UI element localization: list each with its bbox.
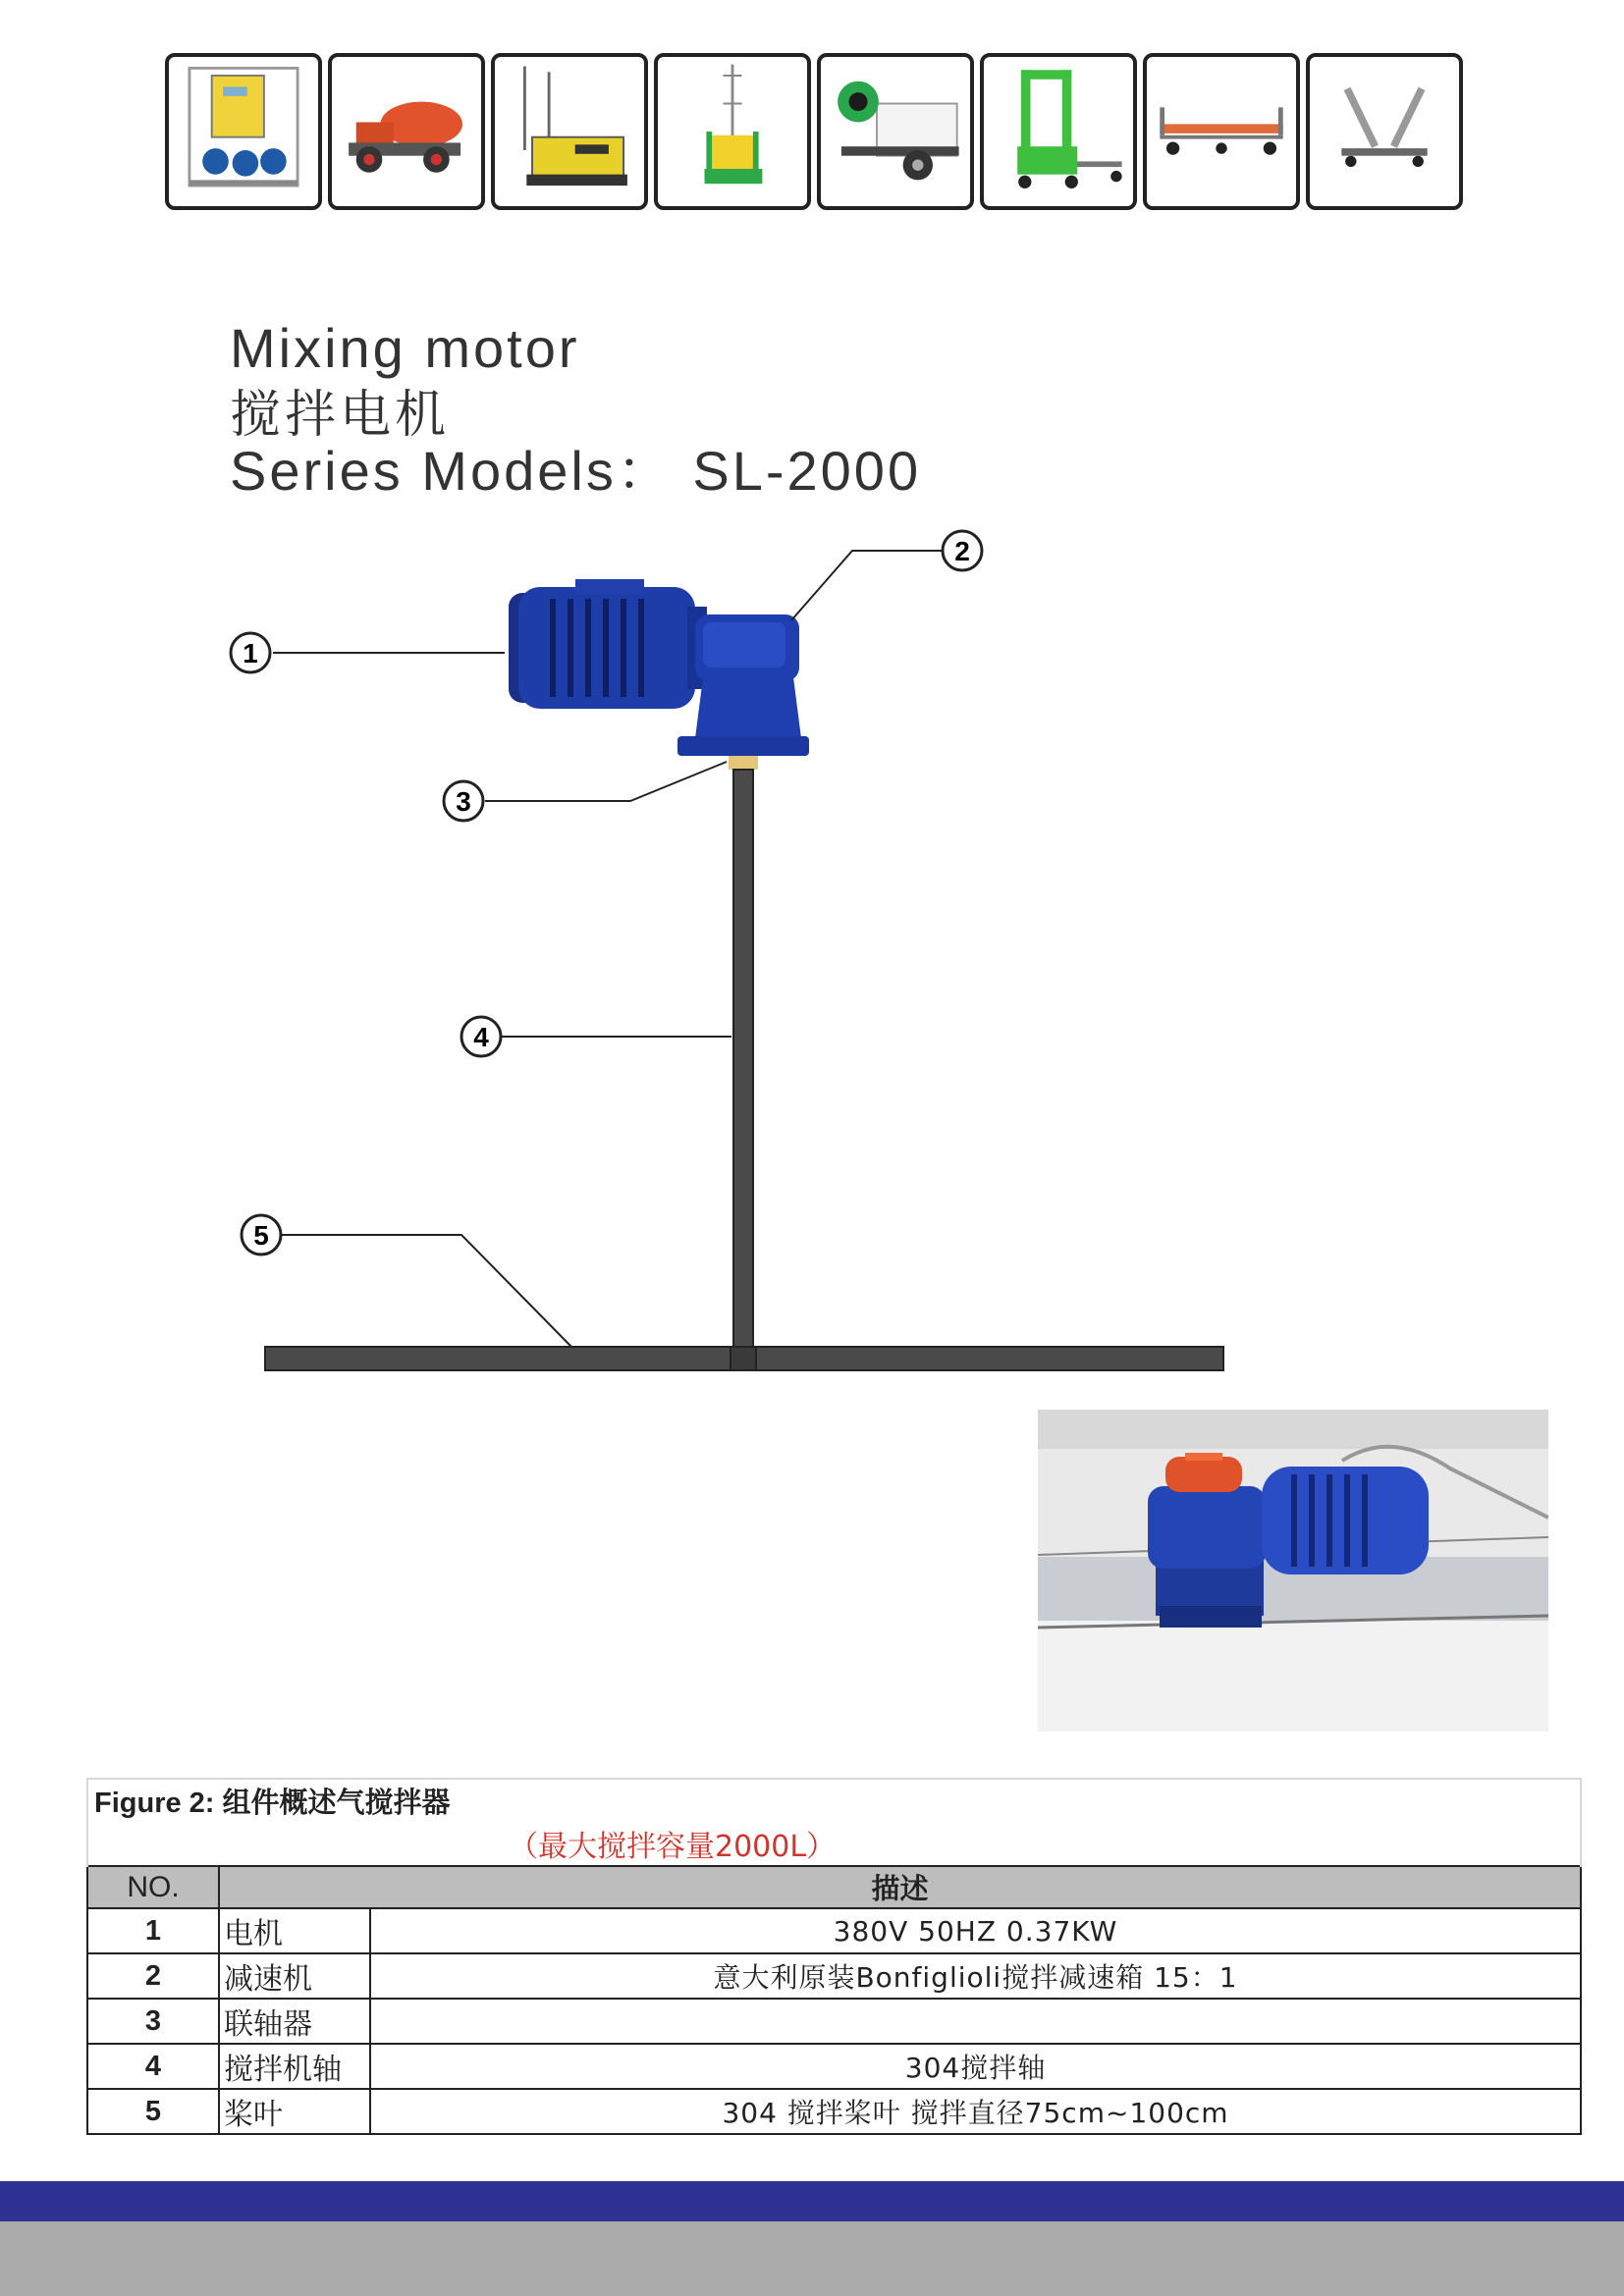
mixing-motor-photo-icon [1038,1410,1548,1732]
callout-2 [943,531,982,570]
red-sprayer-vehicle-icon [332,57,481,206]
table-row: 3 联轴器 [87,1999,1581,2044]
product-thumbnails [165,53,1463,210]
mixing-motor-photo [1038,1410,1548,1732]
title-english: Mixing motor [230,317,580,379]
callout-1 [231,633,270,672]
svg-text:3: 3 [456,786,471,817]
header-desc: 描述 [219,1866,1581,1908]
footer-bar-blue [0,2181,1624,2221]
table-row: 4 搅拌机轴 304搅拌轴 [87,2044,1581,2089]
svg-text:1: 1 [243,638,258,668]
parts-table [86,1778,1582,2135]
motor-icon [509,579,707,709]
table-caption: Figure 2: 组件概述气搅拌器 [87,1779,1581,1822]
table-row: 5 桨叶 304 搅拌桨叶 搅拌直径75cm~100cm [87,2089,1581,2134]
thumbnail-6[interactable] [980,53,1137,210]
table-subtitle-row [87,1822,1581,1866]
callout-5 [242,1215,281,1255]
thumbnail-7[interactable] [1143,53,1300,210]
mixer-diagram [0,510,1624,1394]
control-cabinet-icon [169,57,318,206]
green-mast-machine-icon [658,57,807,206]
fog-cannon-trailer-icon [821,57,970,206]
thumbnail-2[interactable] [328,53,485,210]
thumbnail-8[interactable] [1306,53,1463,210]
svg-text:2: 2 [954,536,970,566]
thumbnail-4[interactable] [654,53,811,210]
thumbnail-3[interactable] [491,53,648,210]
coupler-icon [729,756,758,770]
flat-cart-icon [1147,57,1296,206]
svg-text:5: 5 [253,1220,269,1251]
footer-bar-gray [0,2221,1624,2296]
table-row: 1 电机 380V 50HZ 0.37KW [87,1908,1581,1953]
yellow-mast-machine-icon [495,57,644,206]
callout-3 [444,781,483,821]
thumbnail-5[interactable] [817,53,974,210]
table-row: 2 减速机 意大利原装Bonfiglioli搅拌减速箱 15：1 [87,1953,1581,1999]
table-caption-row [87,1779,1581,1822]
callout-4 [461,1017,501,1056]
spray-boom-cart-icon [1310,57,1459,206]
title-chinese: 搅拌电机 [230,386,451,445]
header-no: NO. [87,1866,219,1908]
shaft-icon [733,770,753,1370]
table-subtitle: （最大搅拌容量2000L） [87,1822,1581,1866]
green-trolley-icon [984,57,1133,206]
svg-text:4: 4 [473,1022,489,1052]
series-models: Series Models： SL-2000 [230,440,922,502]
table-header-row [87,1866,1581,1908]
thumbnail-1[interactable] [165,53,322,210]
